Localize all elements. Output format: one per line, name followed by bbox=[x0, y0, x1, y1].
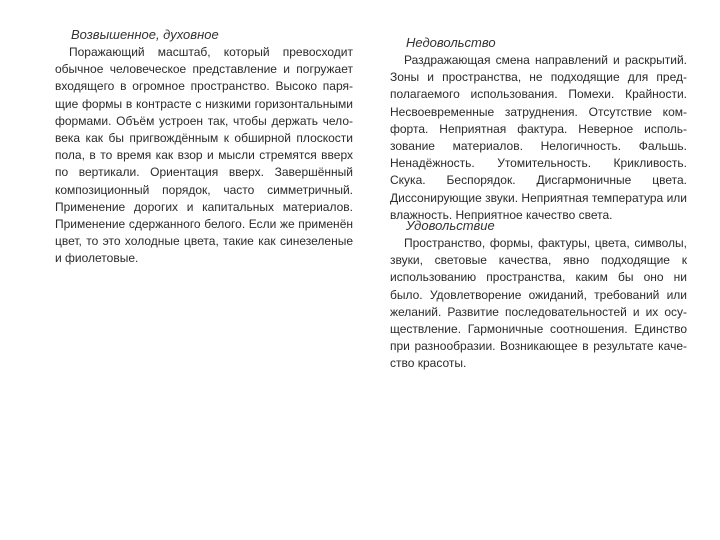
clipped-text-line bbox=[404, 364, 614, 370]
section-title: Удовольствие bbox=[406, 218, 495, 233]
section-body: Поражающий масштаб, который превосходит обычное человеческое представление и погружает входящего в огромное пространство. Высоко парящие формы в контрасте с низкими горизонтальными формами. Объём устроен так, чтобы держать человека как бы пригвождённым к обширной плоскости пола, в то время как взор и мысли стремятся вверх по вертикали. Ориентация вверх. Завершённый композиционный порядок, часто симметричный. Применение дорогих и капитальных материалов. Применение сдержанного белого. Если же применён цвет, то это холодные цвета, такие как синезеленые и фиолетовые. bbox=[55, 45, 353, 266]
section-body: Пространство, формы, фактуры, цвета, символы, звуки, световые качества, явно подходящие к использованию пространства, каким бы оно ни было. Удовлетворение ожиданий, требований или желаний. Развитие последовательностей и их осуществление. Гармоничные соотношения. Единство при разнообразии. Возникающее в результате качество красоты. bbox=[390, 236, 687, 371]
section-title: Недовольство bbox=[406, 35, 496, 50]
section-sublime bbox=[55, 27, 353, 268]
section-body: Раздражающая смена направлений и раскрытий. Зоны и пространства, не подходящие для предполагаемого использования. Помехи. Крайности. Несвоевременные затруднения. Отсутствие комфорта. Неприятная фактура. Неверное использование материалов. Нелогичность. Фальшь. Ненадёжность. Утомительность. Крикливость. Скука. Беспорядок. Дисгармоничные цвета. Диссонирующие звуки. Неприятная температура или влажность. Неприятное качество света. bbox=[390, 53, 687, 222]
section-pleasure bbox=[390, 218, 687, 373]
section-displeasure bbox=[390, 35, 687, 224]
clipped-text-line bbox=[418, 210, 508, 216]
section-title: Возвышенное, духовное bbox=[71, 27, 219, 42]
